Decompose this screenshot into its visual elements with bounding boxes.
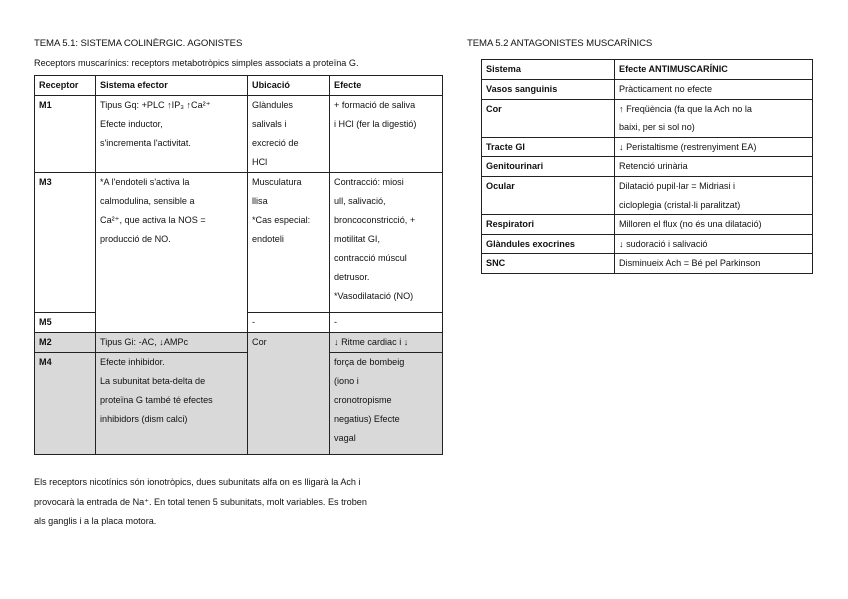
efecte-m2: ↓ Ritme cardiac i ↓ <box>330 333 443 353</box>
efecte-m1 <box>330 96 443 173</box>
text-line: Retenció urinària <box>619 161 688 172</box>
text-line: salivals i <box>252 119 287 129</box>
table-row <box>482 99 813 137</box>
text-line: cronotropisme <box>334 395 392 405</box>
table-header-row <box>35 76 443 96</box>
text-line: *Cas especial: <box>252 215 311 225</box>
paragraph-line: Els receptors nicotínics són ionotròpics, dues subunitats alfa on es lligarà la Ach i <box>34 477 361 487</box>
receptor-m1: M1 <box>35 96 96 173</box>
paragraph-line: provocarà la entrada de Na⁺. En total tenen 5 subunitats, molt variables. Es troben <box>34 496 367 507</box>
sistema-m3 <box>96 173 248 333</box>
ubicacio-m2-m4: Cor <box>248 333 330 455</box>
intro-muscarinics: Receptors muscarínics: receptors metabotròpics simples associats a proteïna G. <box>34 58 359 68</box>
sistema-cell: Cor <box>482 99 615 137</box>
sistema-m4 <box>96 353 248 455</box>
table-row <box>482 215 813 235</box>
efecte-cell <box>615 157 813 177</box>
text-line: cicloplegia (cristal·li paralitzat) <box>619 199 741 210</box>
table-row <box>482 254 813 274</box>
text-line: *Vasodilatació (NO) <box>334 291 414 301</box>
efecte-m3 <box>330 173 443 313</box>
text-line: Milloren el flux (no és una dilatació) <box>619 219 762 230</box>
text-line: Ca²⁺, que activa la NOS = <box>100 215 206 225</box>
text-line: ull, salivació, <box>334 196 386 206</box>
text-line: ↑ Freqüència (fa que la Ach no la <box>619 103 752 114</box>
table-row-m2 <box>35 333 443 353</box>
table-row-m3 <box>35 173 443 313</box>
text-line: *A l'endoteli s'activa la <box>100 177 190 187</box>
text-line: vagal <box>334 433 356 443</box>
text-line: Tipus Gq: +PLC ↑IP₃ ↑Ca²⁺ <box>100 100 211 110</box>
text-line: inhibidors (dism calci) <box>100 414 188 424</box>
title-tema-5-2: TEMA 5.2 ANTAGONISTES MUSCARÍNICS <box>467 38 653 49</box>
receptor-m4: M4 <box>35 353 96 455</box>
text-line: contracció múscul <box>334 253 407 263</box>
header-ubicacio: Ubicació <box>248 76 330 96</box>
text-line: Contracció: miosi <box>334 177 404 187</box>
sistema-cell: Glàndules exocrines <box>482 234 615 254</box>
header-sistema: Sistema <box>482 60 615 80</box>
efecte-cell <box>615 99 813 137</box>
text-line: Efecte inductor, <box>100 119 163 129</box>
header-efecte: Efecte <box>330 76 443 96</box>
receptor-m2: M2 <box>35 333 96 353</box>
table-row <box>482 137 813 157</box>
efecte-cell <box>615 176 813 214</box>
sistema-cell: Genitourinari <box>482 157 615 177</box>
text-line: i HCl (fer la digestió) <box>334 119 417 129</box>
receptor-m5: M5 <box>35 313 96 333</box>
text-line: La subunitat beta-delta de <box>100 376 206 386</box>
text-line: + formació de saliva <box>334 100 416 110</box>
text-line: llisa <box>252 196 268 206</box>
efecte-cell <box>615 234 813 254</box>
text-line: força de bombeig <box>334 357 405 367</box>
text-line: HCl <box>252 157 268 167</box>
sistema-cell: Tracte GI <box>482 137 615 157</box>
title-tema-5-1: TEMA 5.1: SISTEMA COLINÈRGIC. AGONISTES <box>34 38 243 49</box>
text-line: (iono i <box>334 376 359 386</box>
text-line: ↓ sudoració i salivació <box>619 238 708 249</box>
efecte-m4 <box>330 353 443 455</box>
header-receptor: Receptor <box>35 76 96 96</box>
sistema-m1 <box>96 96 248 173</box>
efecte-cell <box>615 80 813 100</box>
text-line: broncoconstricció, + <box>334 215 416 225</box>
text-line: producció de NO. <box>100 234 171 244</box>
antagonists-table <box>481 59 813 274</box>
ubicacio-m1 <box>248 96 330 173</box>
ubicacio-m3 <box>248 173 330 313</box>
table-row-m1 <box>35 96 443 173</box>
efecte-cell <box>615 137 813 157</box>
table-row <box>482 157 813 177</box>
sistema-m2: Tipus Gi: -AC, ↓AMPc <box>96 333 248 353</box>
text-line: Musculatura <box>252 177 302 187</box>
sistema-cell: Ocular <box>482 176 615 214</box>
text-line: Pràcticament no efecte <box>619 84 713 94</box>
text-line: calmodulina, sensible a <box>100 196 195 206</box>
table-header-row <box>482 60 813 80</box>
agonists-table <box>34 75 443 455</box>
table-row <box>482 234 813 254</box>
text-line: Disminueix Ach = Bé pel Parkinson <box>619 258 761 269</box>
text-line: Glàndules <box>252 100 293 110</box>
text-line: ↓ Peristaltisme (restrenyiment EA) <box>619 141 757 152</box>
header-sistema-efector: Sistema efector <box>96 76 248 96</box>
sistema-cell: Respiratori <box>482 215 615 235</box>
receptor-m3: M3 <box>35 173 96 313</box>
sistema-cell: SNC <box>482 254 615 274</box>
header-efecte-antimuscarinic: Efecte ANTIMUSCARÍNIC <box>615 60 813 80</box>
text-line: baixi, per si sol no) <box>619 122 695 133</box>
nicotinic-paragraph <box>34 473 367 532</box>
text-line: excreció de <box>252 138 299 148</box>
text-line: s'incrementa l'activitat. <box>100 138 191 148</box>
table-row-m4 <box>35 353 443 455</box>
text-line: motilitat GI, <box>334 234 380 244</box>
efecte-m5: - <box>330 313 443 333</box>
efecte-cell <box>615 254 813 274</box>
text-line: negatius) Efecte <box>334 414 400 424</box>
text-line: endoteli <box>252 234 284 244</box>
sistema-cell: Vasos sanguinis <box>482 80 615 100</box>
text-line: detrusor. <box>334 272 370 282</box>
text-line: proteïna G també té efectes <box>100 395 213 405</box>
table-row <box>482 176 813 214</box>
text-line: Efecte inhibidor. <box>100 357 165 367</box>
table-row <box>482 80 813 100</box>
ubicacio-m5: - <box>248 313 330 333</box>
text-line: Dilatació pupil·lar = Midriasi i <box>619 180 735 191</box>
efecte-cell <box>615 215 813 235</box>
paragraph-line: als ganglis i a la placa motora. <box>34 516 157 526</box>
